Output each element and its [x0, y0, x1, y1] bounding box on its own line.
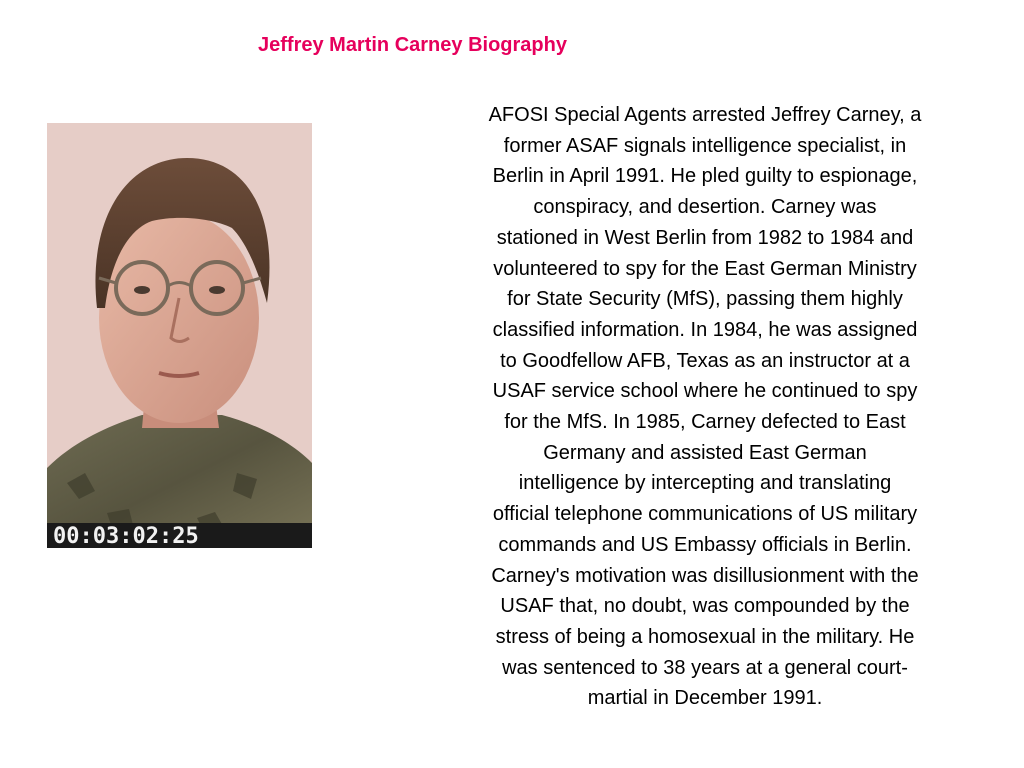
bio-line: classified information. In 1984, he was assigned [492, 318, 918, 341]
bio-line: Carney's motivation was disillusionment with the [491, 564, 919, 587]
biography-text [410, 100, 1000, 714]
portrait-illustration [47, 123, 312, 548]
bio-line: USAF that, no doubt, was compounded by the [500, 595, 910, 618]
bio-line: USAF service school where he continued to spy [492, 380, 918, 403]
bio-line: was sentenced to 38 years at a general court- [502, 656, 908, 679]
portrait-photo [47, 123, 312, 548]
bio-line: AFOSI Special Agents arrested Jeffrey Carney, a [488, 104, 922, 126]
photo-timestamp: 00:03:02:25 [53, 524, 199, 548]
bio-line: to Goodfellow AFB, Texas as an instructor at a [500, 349, 910, 372]
bio-line: stress of being a homosexual in the military. He [495, 625, 915, 648]
bio-line: martial in December 1991. [587, 687, 823, 710]
bio-line: volunteered to spy for the East German Ministry [493, 257, 917, 280]
bio-line: Berlin in April 1991. He pled guilty to espionage, [492, 165, 918, 188]
page-title: Jeffrey Martin Carney Biography [258, 34, 567, 56]
bio-line: intelligence by intercepting and translating [518, 472, 892, 495]
bio-line: for State Security (MfS), passing them highly [507, 288, 903, 311]
bio-line: official telephone communications of US military [492, 503, 918, 526]
bio-line: for the MfS. In 1985, Carney defected to East [504, 411, 906, 434]
bio-line: former ASAF signals intelligence specialist, in [503, 134, 907, 157]
bio-line: conspiracy, and desertion. Carney was [533, 196, 877, 219]
bio-line: stationed in West Berlin from 1982 to 1984 and [496, 226, 914, 249]
bio-line: Germany and assisted East German [543, 441, 867, 464]
bio-line: commands and US Embassy officials in Berlin. [498, 533, 912, 556]
